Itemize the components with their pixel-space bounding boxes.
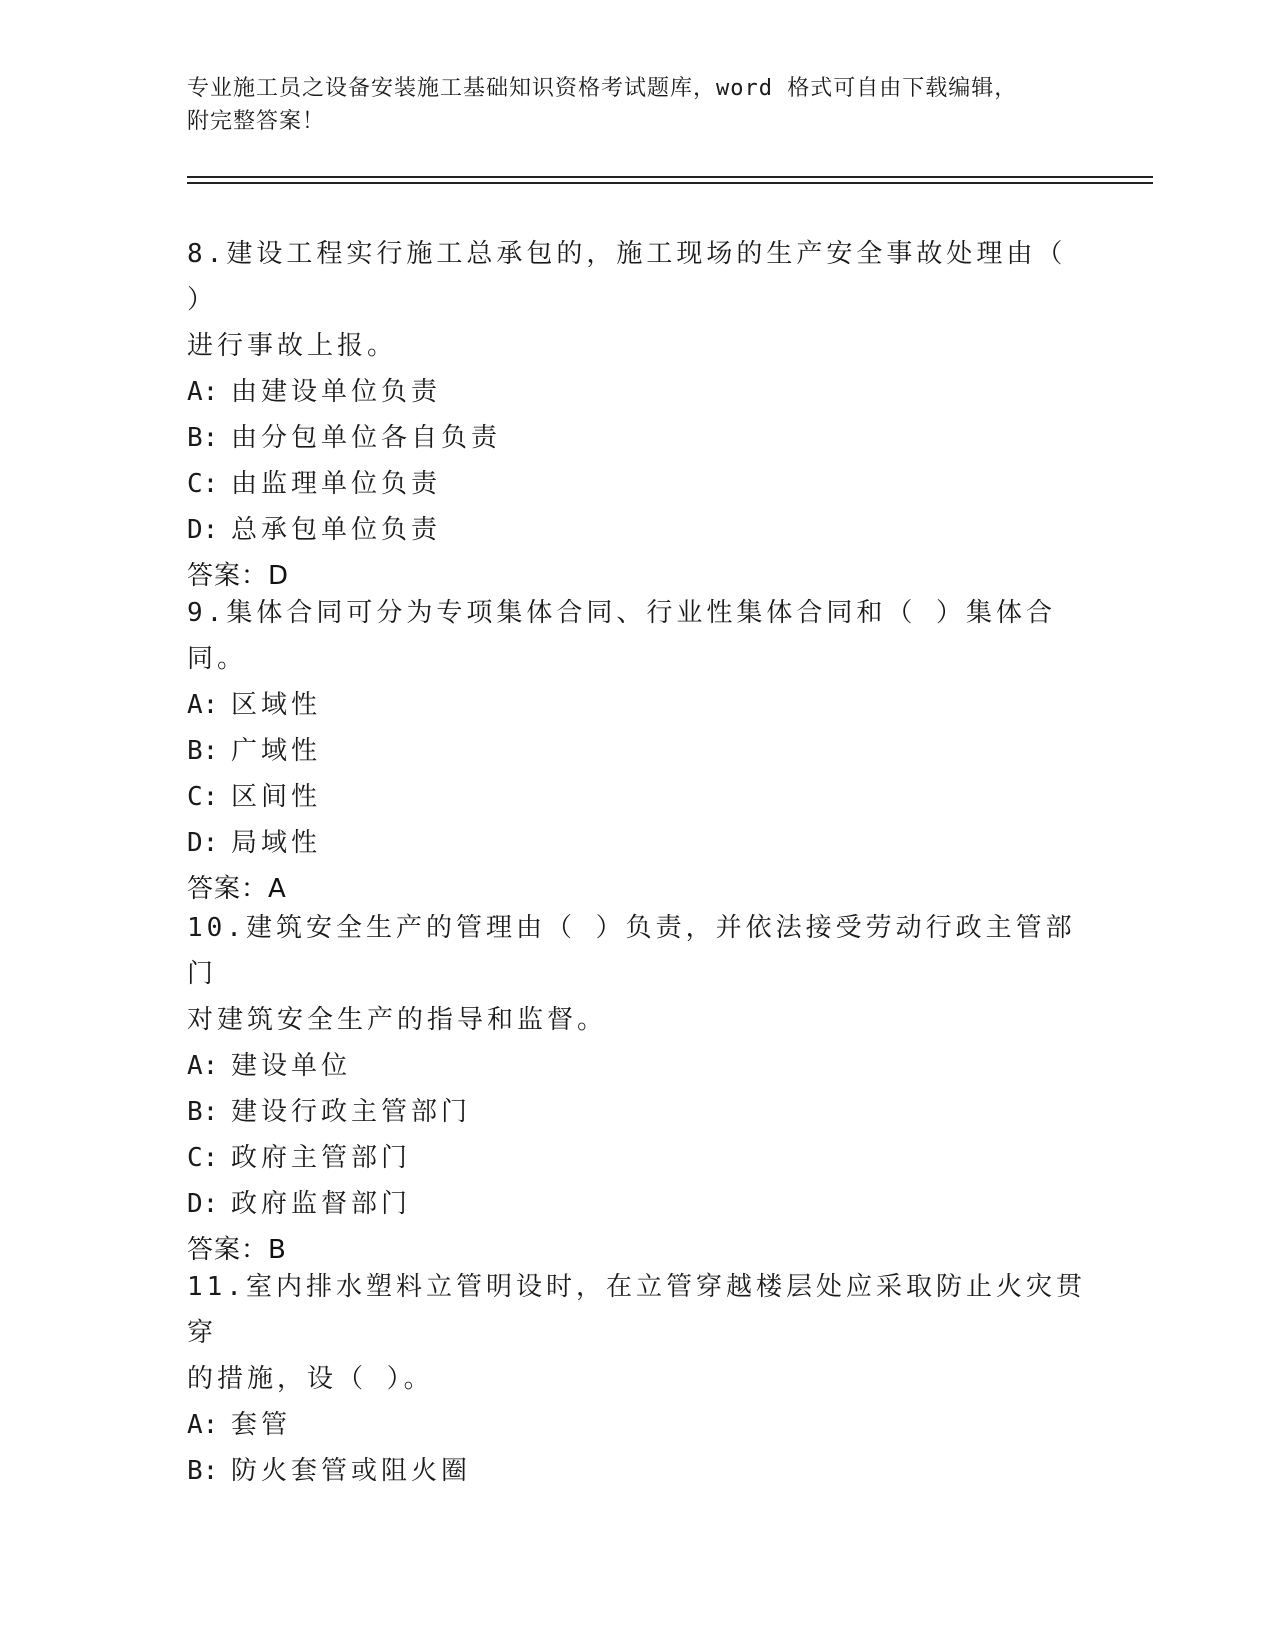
- option-a: [187, 1043, 1087, 1089]
- option-text: 区域性: [231, 690, 322, 720]
- question-text-line-2: 对建筑安全生产的指导和监督。: [187, 1005, 608, 1035]
- option-text: 政府主管部门: [231, 1143, 412, 1173]
- option-key: B:: [187, 423, 219, 453]
- option-text: 局域性: [231, 828, 322, 858]
- option-key: C:: [187, 782, 219, 812]
- option-b: [187, 1448, 1087, 1494]
- option-key: B:: [187, 736, 219, 766]
- option-text: 总承包单位负责: [231, 515, 442, 545]
- option-d: [187, 1181, 1087, 1227]
- option-text: 套管: [231, 1410, 292, 1440]
- option-key: A:: [187, 1410, 219, 1440]
- option-key: D:: [187, 828, 219, 858]
- option-text: 政府监督部门: [231, 1189, 412, 1219]
- document-header: [187, 72, 1087, 138]
- option-key: B:: [187, 1097, 219, 1127]
- answer-line: 答案：D: [187, 561, 290, 591]
- question-9: [187, 590, 1087, 912]
- option-d: [187, 820, 1087, 866]
- option-b: [187, 728, 1087, 774]
- option-key: A:: [187, 1051, 219, 1081]
- option-key: A:: [187, 690, 219, 720]
- question-text-line-2: 的措施，设（ ）。: [187, 1364, 434, 1394]
- option-key: C:: [187, 469, 219, 499]
- header-divider-bottom: [187, 182, 1153, 184]
- question-number: 10.: [187, 913, 246, 943]
- option-text: 由分包单位各自负责: [231, 423, 502, 453]
- question-text-line-2: 进行事故上报。: [187, 331, 398, 361]
- option-c: [187, 774, 1087, 820]
- option-b: [187, 1089, 1087, 1135]
- option-text: 建设行政主管部门: [231, 1097, 472, 1127]
- question-text-line-1: 11.室内排水塑料立管明设时，在立管穿越楼层处应采取防止火灾贯穿: [187, 1272, 1086, 1348]
- option-text: 由建设单位负责: [231, 377, 442, 407]
- question-number: 9.: [187, 598, 227, 628]
- option-key: A:: [187, 377, 219, 407]
- question-10: [187, 905, 1087, 1273]
- question-text-line-1: 8.建设工程实行施工总承包的，施工现场的生产安全事故处理由（ ）: [187, 239, 1067, 315]
- header-line-1: 专业施工员之设备安装施工基础知识资格考试题库，word 格式可自由下载编辑，: [187, 76, 1018, 101]
- option-b: [187, 415, 1087, 461]
- option-a: [187, 1402, 1087, 1448]
- question-8: [187, 231, 1087, 599]
- option-d: [187, 507, 1087, 553]
- option-a: [187, 369, 1087, 415]
- option-text: 建设单位: [231, 1051, 352, 1081]
- question-number: 11.: [187, 1272, 246, 1302]
- option-a: [187, 682, 1087, 728]
- question-11: [187, 1264, 1087, 1494]
- option-key: C:: [187, 1143, 219, 1173]
- option-text: 区间性: [231, 782, 322, 812]
- option-key: D:: [187, 515, 219, 545]
- option-text: 由监理单位负责: [231, 469, 442, 499]
- option-text: 防火套管或阻火圈: [231, 1456, 472, 1486]
- question-text-line-1: 10.建筑安全生产的管理由（ ）负责，并依法接受劳动行政主管部门: [187, 913, 1076, 989]
- option-c: [187, 1135, 1087, 1181]
- header-line-2: 附完整答案！: [187, 109, 326, 134]
- option-c: [187, 461, 1087, 507]
- option-key: D:: [187, 1189, 219, 1219]
- answer-line: 答案：A: [187, 874, 287, 904]
- option-key: B:: [187, 1456, 219, 1486]
- answer-line: 答案：B: [187, 1235, 287, 1265]
- question-number: 8.: [187, 239, 227, 269]
- question-text-line-1: 9.集体合同可分为专项集体合同、行业性集体合同和（ ）集体合同。: [187, 598, 1056, 674]
- header-divider-top: [187, 176, 1153, 178]
- option-text: 广域性: [231, 736, 322, 766]
